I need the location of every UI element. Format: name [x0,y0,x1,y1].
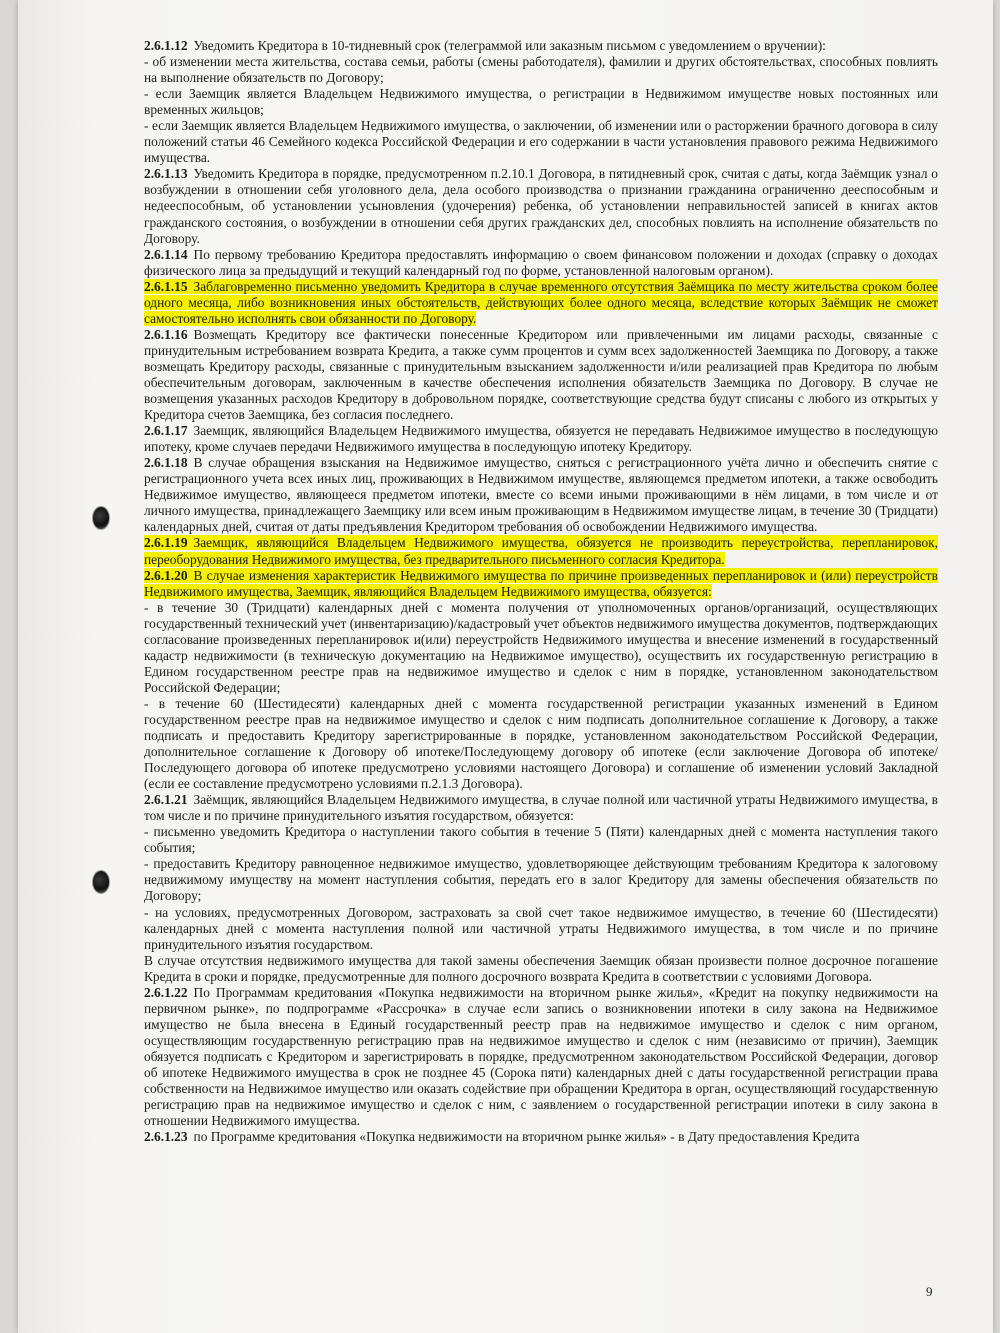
clause-paragraph [144,166,938,246]
clause-number: 2.6.1.14 [144,246,188,262]
clause-text: Возмещать Кредитору все фактически понесенные Кредитором или привлеченными им лицами расходы, связанные с принудительным истребованием возврата Кредита, а также сумм процентов и сумм всех задолженностей Заемщика по Договору, а также возмещать Кредитору расходы, связанные с принудительным взысканием задолженности и/или реализацией прав Кредитора по любым обеспечительным договорам, заключенным в качестве обеспечения исполнения обязательств Заемщика по Договору. В случае не возмещения указанных расходов Кредитору в добровольном порядке, соответствующие средства будут списаны с любого из открытых у Кредитора счетов Заемщика, без согласия последнего. [144,326,938,423]
clause-paragraph [144,247,938,279]
clause-number: 2.6.1.18 [144,455,188,471]
clause-text: - в течение 60 (Шестидесяти) календарных дней с момента государственной регистрации указанных изменений в Едином государственном реестре прав на недвижимое имущество и сделок с ним подписать дополнительное соглашение к Договору, а также подписать и предоставить Кредитору зарегистрированные в порядке, установленном законодательством Российской Федерации, дополнительное соглашение к Договору об ипотеке/Последующему договору об ипотеке (если заключение Договора об ипотеке/Последующего договора об ипотеке предусмотрено условиями настоящего Договора) и соглашение об изменении условий Закладной (если ее составление предусмотрено условиями п.2.1.3 Договора). [144,695,938,792]
punch-hole [92,870,110,894]
clause-number: 2.6.1.23 [144,1129,188,1145]
clause-text: по Программе кредитования «Покупка недвижимости на вторичном рынке жилья» - в Дату предоставления Кредита [193,1129,860,1145]
clause-paragraph [144,1129,938,1145]
clause-subitem [144,54,938,86]
punch-hole [92,506,110,530]
clause-paragraph [144,327,938,423]
clause-text: Заемщик, являющийся Владельцем Недвижимого имущества, обязуется не производить переустройства, перепланировок, переоборудования Недвижимого имущества, без предварительного письменного согласия Кредитора. [144,535,938,567]
clause-text: По первому требованию Кредитора предоставлять информацию о своем финансовом положении и доходах (справку о доходах физического лица за предыдущий и текущий календарный год по форме, установленной налоговым органом). [144,246,938,278]
clause-paragraph [144,792,938,824]
clause-text: - письменно уведомить Кредитора о наступлении такого события в течение 5 (Пяти) календарных дней с момента наступления такого события; [144,824,938,856]
clause-text: - на условиях, предусмотренных Договором, застраховать за свой счет такое недвижимое имущество, в течение 60 (Шестидесяти) календарных дней с момента наступления полной или частичной утраты Недвижимого имущества, в том числе и по причине принудительного изъятия государством. [144,904,938,952]
clause-text: В случае изменения характеристик Недвижимого имущества по причине произведенных перепланировок и (или) переустройств Недвижимого имущества, Заемщик, являющийся Владельцем Недвижимого имущества, обязуется: [144,567,938,599]
clause-number: 2.6.1.16 [144,326,188,342]
clause-text: Уведомить Кредитора в 10-тидневный срок (телеграммой или заказным письмом с уведомлением о вручении): [193,38,826,53]
clause-number: 2.6.1.22 [144,984,188,1000]
clause-paragraph [144,985,938,1129]
clause-paragraph [144,279,938,327]
clause-number: 2.6.1.21 [144,792,188,808]
clause-paragraph [144,38,938,54]
clause-text: - если Заемщик является Владельцем Недвижимого имущества, о заключении, об изменении или о расторжении брачного договора в силу положений статьи 46 Семейного кодекса Российской Федерации и его содержании в части установления правового режима Недвижимого имущества. [144,118,938,166]
clause-text: - об изменении места жительства, состава семьи, работы (смены работодателя), фамилии и других обстоятельствах, способных повлиять на выполнение обязательств по Договору; [144,54,938,86]
clause-subitem [144,86,938,118]
clause-text: В случае отсутствия недвижимого имущества для такой замены обеспечения Заемщик обязан произвести полное досрочное погашение Кредита в сроки и порядке, предусмотренные для полного досрочного возврата Кредита в соответствии с условиями Договора. [144,952,938,984]
clause-number: 2.6.1.19 [144,535,188,551]
clause-text: Уведомить Кредитора в порядке, предусмотренном п.2.10.1 Договора, в пятидневный срок, считая с даты, когда Заёмщик узнал о возбуждении в отношении себя уголовного дела, дела особого производства о признании гражданина ограниченно дееспособным и недееспособным, об установлении усыновления (удочерения) ребенка, об установлении неправильностей записей в книгах актов гражданского состояния, о возбуждении в отношении себя других гражданских дел, способных повлиять на исполнение обязательств по Договору. [144,166,938,246]
clause-paragraph [144,535,938,567]
clause-number: 2.6.1.13 [144,166,188,182]
clause-text: - предоставить Кредитору равноценное недвижимое имущество, удовлетворяющее действующим требованиям Кредитора к залоговому недвижимому имуществу на момент наступления события, передать его в залог Кредитору для замены обеспечения обязательств по Договору; [144,856,938,904]
clause-text: - в течение 30 (Тридцати) календарных дней с момента получения от уполномоченных органов/организаций, осуществляющих государственный технический учет (инвентаризацию)/кадастровый учет объектов недвижимого имущества документов, подтверждающих согласование произведенных перепланировок и(или) переустройств Недвижимого имущества и внесение изменений в государственный кадастр недвижимости (в техническую документацию на Недвижимое имущество), осуществить их государственную регистрацию в Едином государственном реестре прав на недвижимое имущество и сделок с ним в порядке, установленном законодательством Российской Федерации; [144,599,938,695]
clause-number: 2.6.1.15 [144,278,188,294]
clause-number: 2.6.1.17 [144,423,188,439]
page-number: 9 [926,1284,933,1299]
clause-text: В случае обращения взыскания на Недвижимое имущество, сняться с регистрационного учёта лично и обеспечить снятие с регистрационного учета всех иных лиц, проживающих в Недвижимом имуществе, являющемся предметом ипотеки, а также освободить Недвижимое имущество, являющееся предметом ипотеки, вместе со всеми иными проживающими в нём лицами, в том числе и от личного имущества, принадлежащего Заемщику или всем иным проживающим в Недвижимом имуществе лицам, в течение 30 (Тридцати) календарных дней, считая от даты предъявления Кредитором требования об освобождении Недвижимого имущества. [144,455,938,535]
clause-number: 2.6.1.20 [144,567,188,583]
clause-text: Заемщик, являющийся Владельцем Недвижимого имущества, обязуется не передавать Недвижимое имущество в последующую ипотеку, кроме случаев передачи Недвижимого имущества в последующую ипотеку Кредитору. [144,423,938,455]
clause-subitem [144,600,938,696]
clause-subitem [144,118,938,166]
clause-text: По Программам кредитования «Покупка недвижимости на вторичном рынке жилья», «Кредит на покупку недвижимости на первичном рынке», по подпрограмме «Рассрочка» в случае если запись о возникновении ипотеки в силу закона на Недвижимое имущество не была внесена в Единый государственный реестр прав на недвижимое имущество и сделок с ним органом, осуществляющим государственную регистрацию прав на недвижимое имущество и сделок с ним (независимо от причин), Заемщик обязуется подписать с Кредитором и зарегистрировать в порядке, предусмотренном законодательством Российской Федерации, договор об ипотеке Недвижимого имущества в срок не позднее 45 (Сорока пяти) календарных дней с даты государственной регистрации права собственности на Недвижимое имущество или оказать содействие при обращении Кредитора в орган, осуществляющий государственную регистрацию прав на недвижимое имущество и сделок с ним, с заявлением о государственной регистрации ипотеки в силу закона в отношении Недвижимого имущества. [144,984,938,1129]
document-body [144,38,938,1145]
clause-subitem [144,824,938,856]
clause-subitem [144,856,938,904]
clause-subitem [144,696,938,792]
clause-subitem [144,953,938,985]
clause-text: Заёмщик, являющийся Владельцем Недвижимого имущества, в случае полной или частичной утраты Недвижимого имущества, в том числе и по причине принудительного изъятия государством, обязуется: [144,792,938,824]
clause-paragraph [144,568,938,600]
clause-paragraph [144,455,938,535]
clause-number: 2.6.1.12 [144,38,188,53]
clause-text: Заблаговременно письменно уведомить Кредитора в случае временного отсутствия Заёмщика по месту жительства сроком более одного месяца, либо возникновения иных обстоятельств, действующих более одного месяца, вследствие которых Заёмщик не сможет самостоятельно исполнять свои обязанности по Договору. [144,278,938,326]
clause-paragraph [144,423,938,455]
clause-subitem [144,905,938,953]
clause-text: - если Заемщик является Владельцем Недвижимого имущества, о регистрации в Недвижимом имуществе новых постоянных или временных жильцов; [144,86,938,118]
